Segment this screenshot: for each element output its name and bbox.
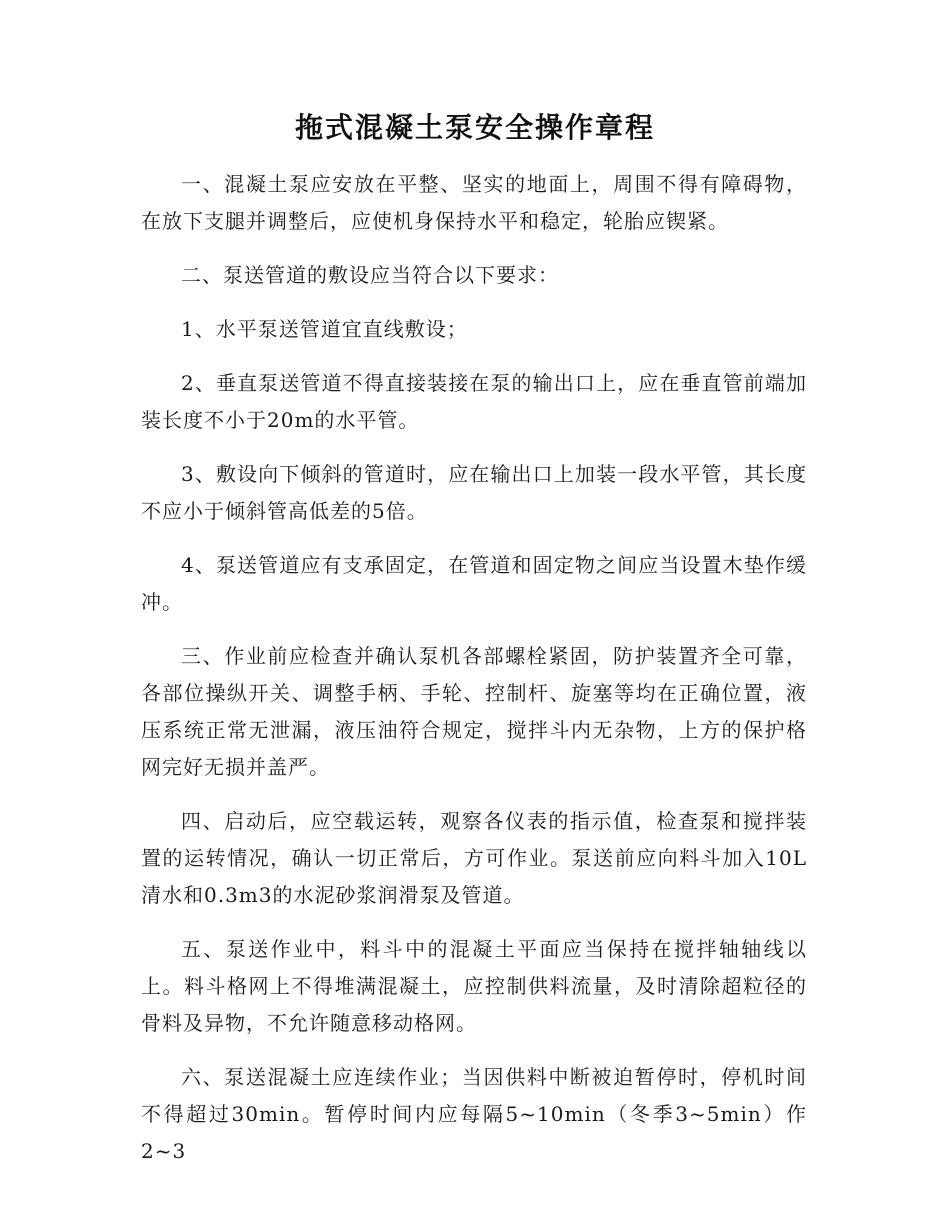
paragraph-1: 一、混凝土泵应安放在平整、坚实的地面上，周围不得有障碍物，在放下支腿并调整后，应使机身保持水平和稳定，轮胎应锲紧。: [141, 172, 807, 233]
document-title: 拖式混凝土泵安全操作章程: [294, 111, 655, 144]
paragraph-9: 五、泵送作业中，料斗中的混凝土平面应当保持在搅拌轴轴线以上。料斗格网上不得堆满混凝土，应控制供料流量，及时清除超粒径的骨料及异物，不允许随意移动格网。: [141, 937, 807, 1035]
paragraph-3: 1、水平泵送管道宜直线敷设；: [181, 317, 468, 341]
paragraph-8: 四、启动后，应空载运转，观察各仪表的指示值，检查泵和搅拌装置的运转情况，确认一切正常后，方可作业。泵送前应向料斗加入10L清水和0.3m3的水泥砂浆润滑泵及管道。: [141, 809, 807, 907]
paragraph-5: 3、敷设向下倾斜的管道时，应在输出口上加装一段水平管，其长度不应小于倾斜管高低差的5倍。: [141, 462, 807, 523]
paragraph-7: 三、作业前应检查并确认泵机各部螺栓紧固，防护装置齐全可靠，各部位操纵开关、调整手柄、手轮、控制杆、旋塞等均在正确位置，液压系统正常无泄漏，液压油符合规定，搅拌斗内无杂物，上方的保护格网完好无损并盖严。: [141, 644, 807, 779]
paragraph-6: 4、泵送管道应有支承固定，在管道和固定物之间应当设置木垫作缓冲。: [141, 553, 807, 614]
paragraph-2: 二、泵送管道的敷设应当符合以下要求：: [181, 263, 559, 287]
document-body: [141, 166, 807, 1170]
paragraph-10: 六、泵送混凝土应连续作业；当因供料中断被迫暂停时，停机时间不得超过30min。暂停时间内应每隔5~10min（冬季3~5min）作2~3: [141, 1065, 807, 1163]
paragraph-4: 2、垂直泵送管道不得直接装接在泵的输出口上，应在垂直管前端加装长度不小于20m的水平管。: [141, 371, 807, 432]
